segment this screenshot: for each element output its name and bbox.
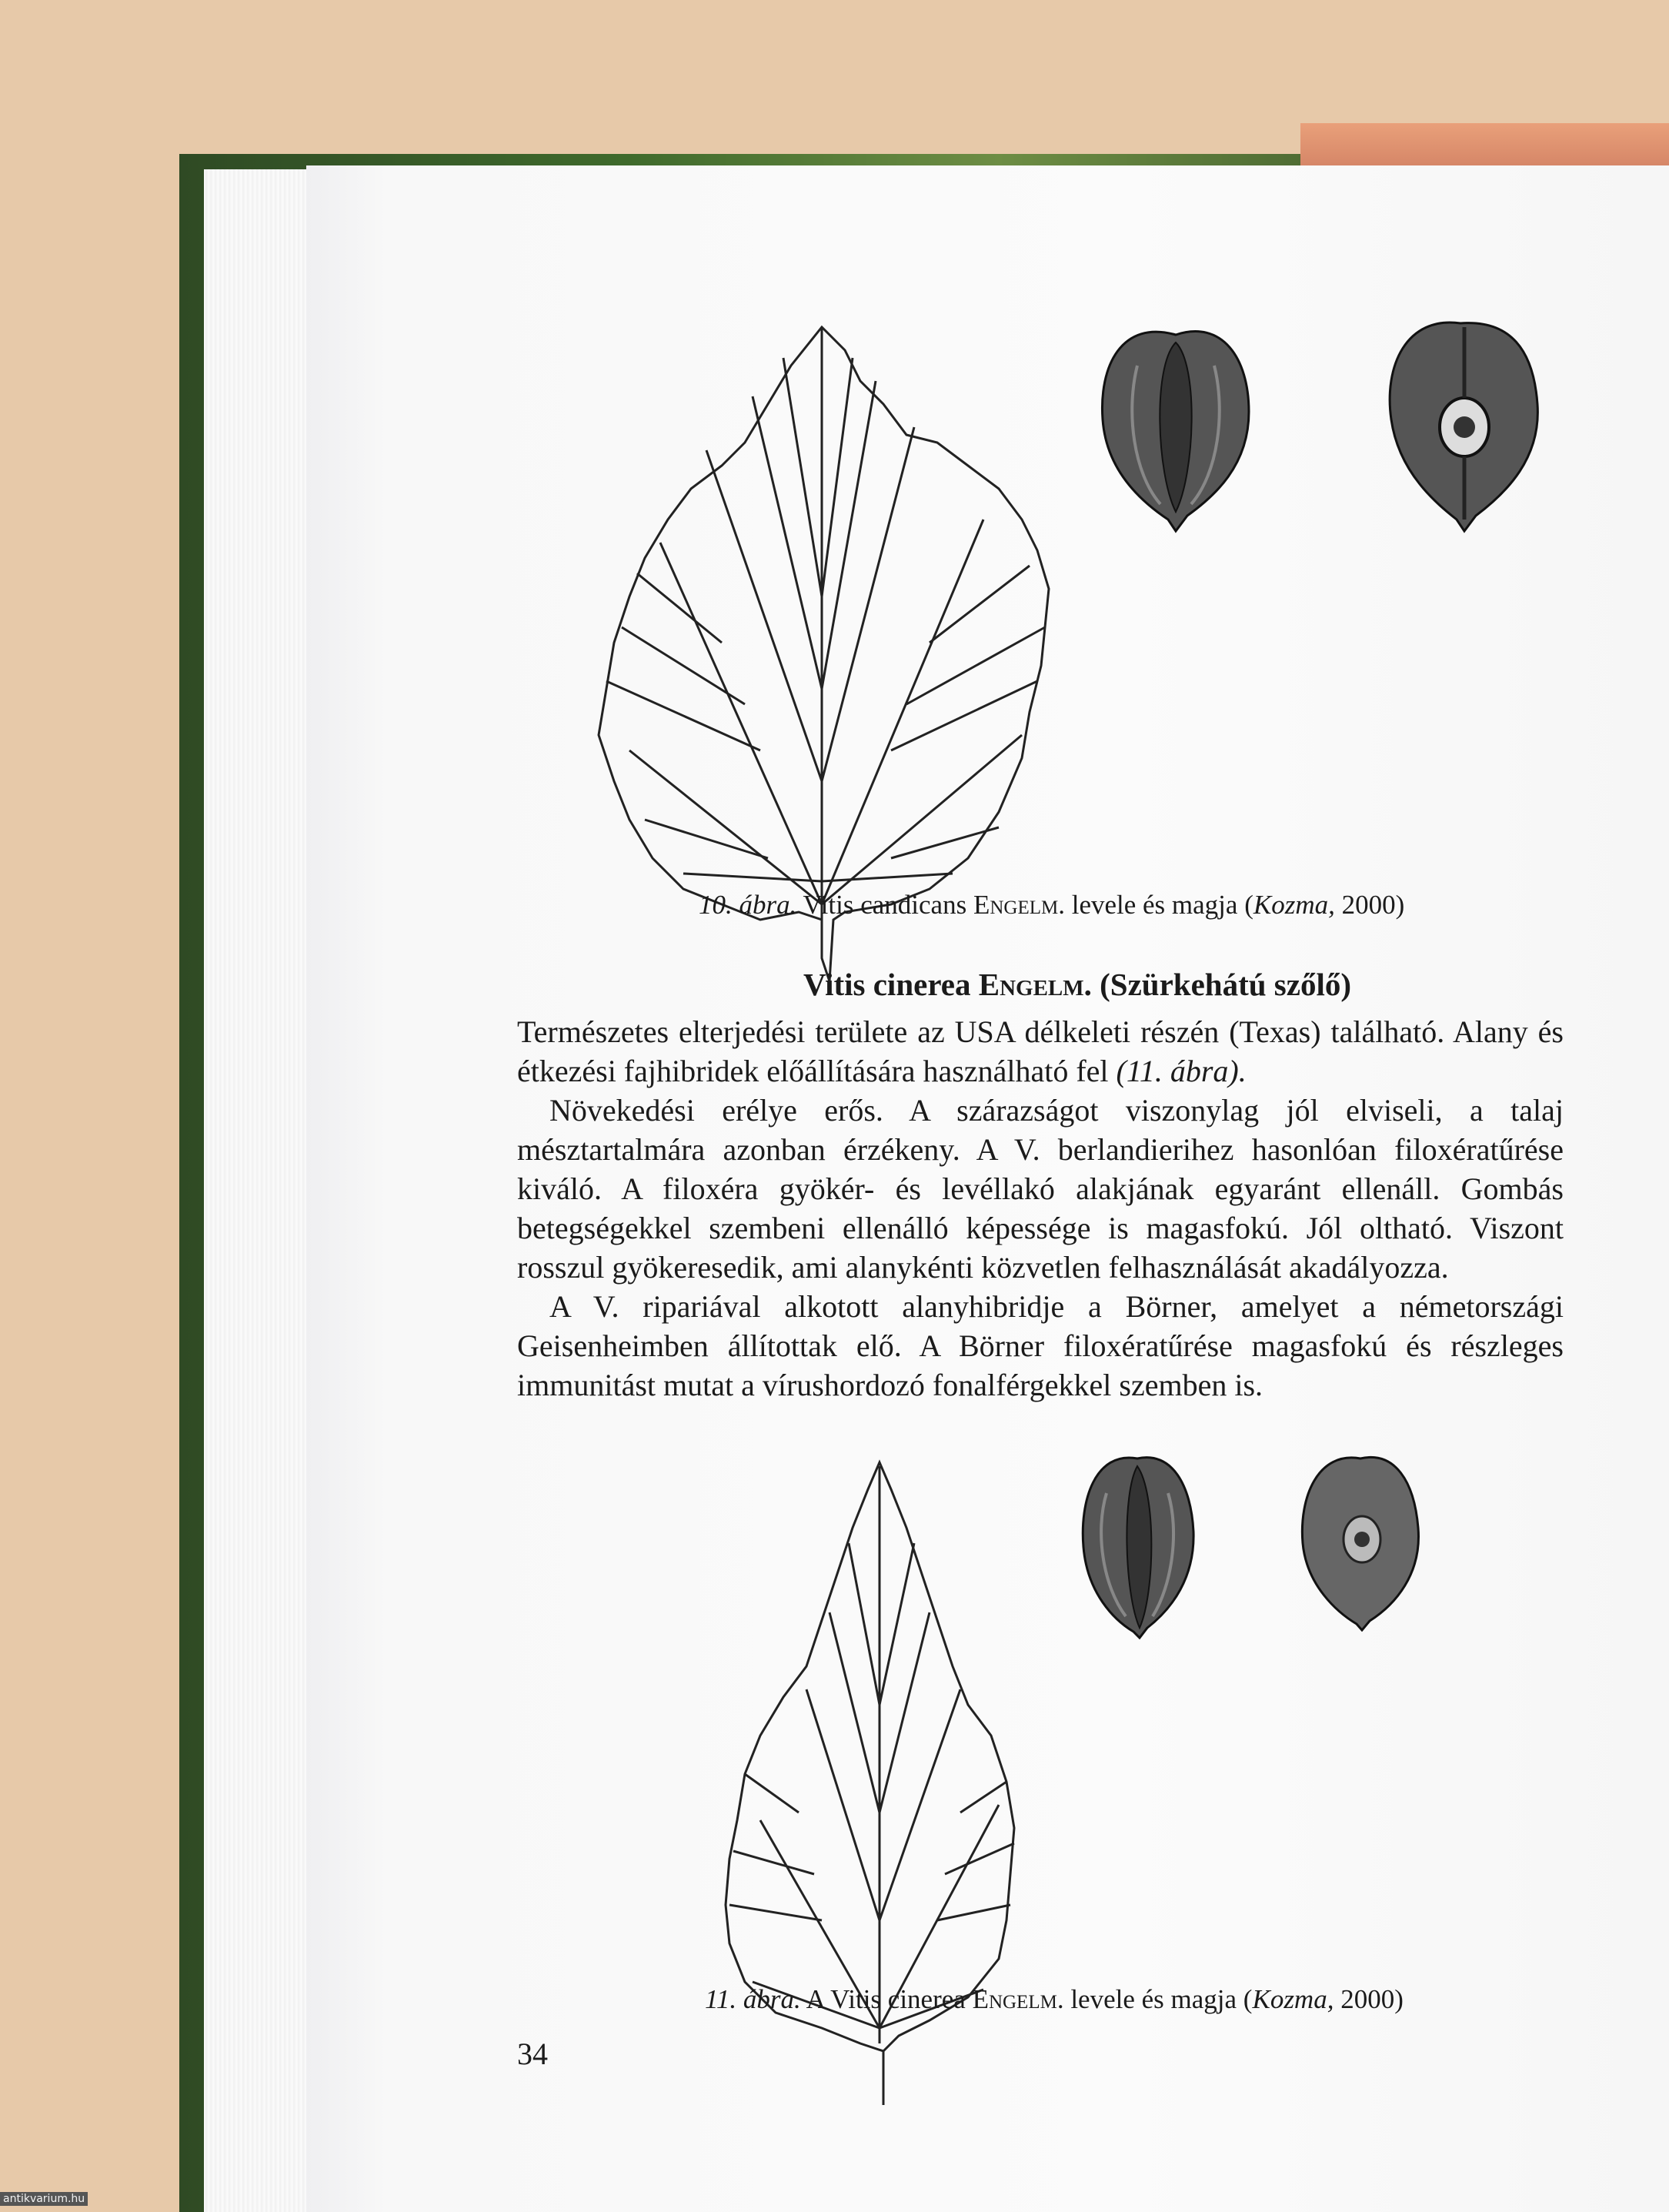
figure-11-leaf xyxy=(714,1459,1022,2128)
figure-11-rest: levele és magja ( xyxy=(1070,1984,1253,2014)
paragraph-1-ref: (11. ábra). xyxy=(1116,1054,1247,1088)
watermark: antikvarium.hu xyxy=(0,2192,88,2206)
figure-10-author: Engelm. xyxy=(973,890,1065,920)
section-heading xyxy=(803,966,1351,1003)
page-edges xyxy=(204,169,312,2212)
figure-11-author: Engelm. xyxy=(972,1984,1064,2014)
figure-10-species: Vitis candicans xyxy=(803,890,967,920)
figure-11-seed-ventral xyxy=(1291,1447,1430,1632)
heading-author: Engelm. xyxy=(978,967,1092,1002)
figure-11-seed-dorsal xyxy=(1072,1447,1203,1639)
figure-11-source-year: 2000) xyxy=(1334,1984,1404,2014)
paragraph-2: Növekedési erélye erős. A szárazságot viszonylag jól elviseli, a talaj mésztartalmára azonban érzékeny. A V. berlandierihez hasonlóan filoxératűrése kiváló. A filoxéra gyökér- és levéllakó alakjának egyaránt ellenáll. Gombás betegségekkel szembeni ellenálló képessége is magasfokú. Jól oltható. Viszont rosszul gyökeresedik, ami alanykénti közvetlen felhasználását akadályozza. xyxy=(517,1093,1564,1285)
figure-11-source-author: Kozma, xyxy=(1252,1984,1334,2014)
figure-11-caption xyxy=(705,1983,1404,2016)
page-number: 34 xyxy=(517,2037,548,2071)
figure-10-number: 10. ábra. xyxy=(699,890,797,920)
body-text xyxy=(517,1012,1564,1405)
heading-suffix: (Szürkehátú szőlő) xyxy=(1100,967,1351,1002)
figure-11-number: 11. ábra. xyxy=(705,1984,801,2014)
book-page xyxy=(306,165,1669,2212)
paragraph-1 xyxy=(517,1012,1564,1091)
figure-10-seed-dorsal xyxy=(1091,319,1260,535)
figure-10-leaf xyxy=(568,319,1091,1027)
paragraph-1-text: Természetes elterjedési területe az USA délkeleti részén (Texas) található. Alany és étkezési fajhibridek előállítására használható fel xyxy=(517,1014,1564,1088)
figure-10-rest: levele és magja ( xyxy=(1071,890,1253,920)
heading-prefix: Vitis cinerea xyxy=(803,967,971,1002)
paragraph-3: A V. ripariával alkotott alanyhibridje a Börner, amelyet a németországi Geisenheimben állítottak elő. A Börner filoxératűrése magasfokú és részleges immunitást mutat a vírushordozó fonalférgekkel szemben is. xyxy=(517,1289,1564,1402)
figure-10-source-author: Kozma, xyxy=(1253,890,1335,920)
figure-10-seed-ventral xyxy=(1376,312,1553,535)
figure-10-caption xyxy=(699,889,1404,921)
figure-11-prefix: A Vitis cinerea xyxy=(806,1984,966,2014)
cover-edge xyxy=(1300,123,1669,169)
figure-10-source-year: 2000) xyxy=(1334,890,1405,920)
